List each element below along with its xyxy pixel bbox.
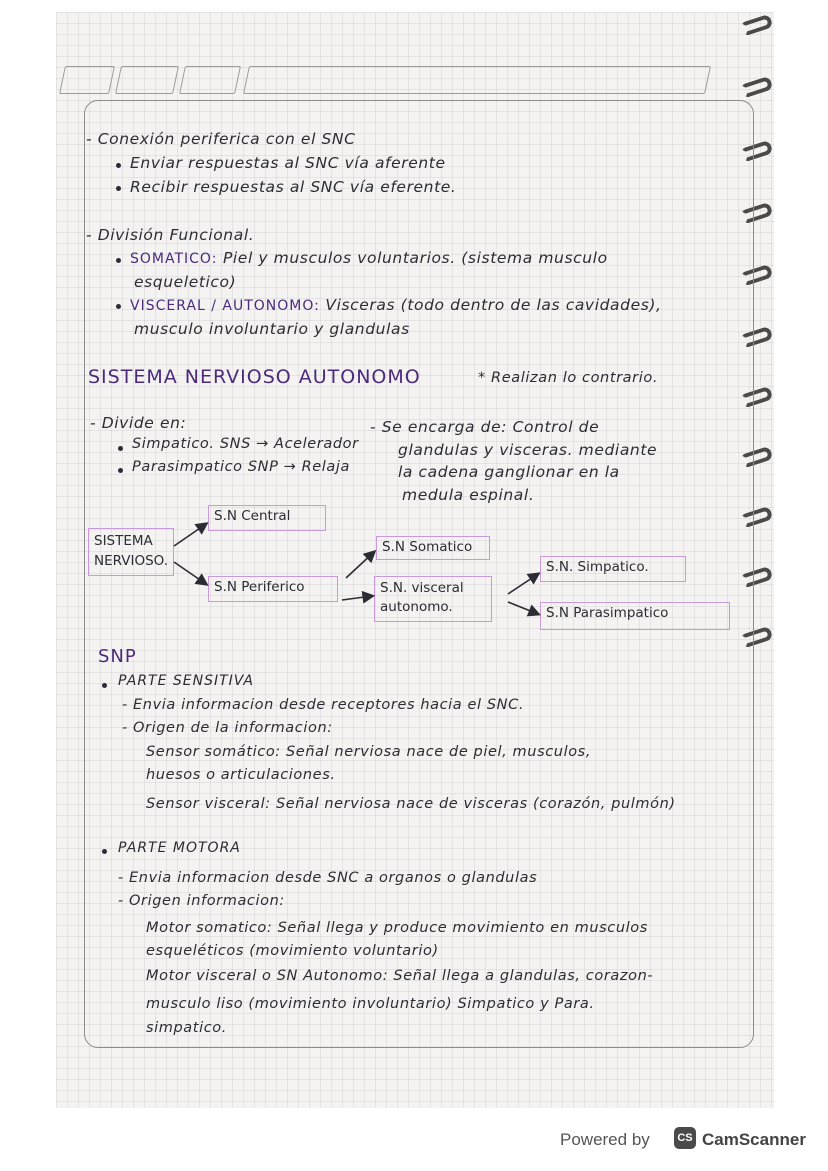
divide-title: - Divide en: — [90, 414, 187, 432]
diagram-simpatico: S.N. Simpatico. — [540, 556, 686, 582]
snp-mot-5: Motor visceral o SN Autonomo: Señal llega a glandulas, corazon- — [146, 968, 654, 984]
snp-title: SNP — [98, 646, 137, 667]
visceral-text-2: musculo involuntario y glandulas — [134, 320, 410, 338]
snp-sens-3: Sensor somático: Señal nerviosa nace de piel, musculos, — [146, 744, 592, 760]
snp-mot-3: Motor somatico: Señal llega y produce movimiento en musculos — [146, 920, 648, 936]
snp-sens-5: Sensor visceral: Señal nerviosa nace de visceras (corazón, pulmón) — [146, 796, 676, 812]
visceral-text: Visceras (todo dentro de las cavidades), — [325, 296, 662, 314]
arrow-to-periferico — [174, 562, 206, 584]
diagram-root: SISTEMA NERVIOSO. — [88, 528, 174, 576]
snp-mot-4: esqueléticos (movimiento voluntario) — [146, 943, 439, 959]
divide-right-2: glandulas y visceras. mediante — [398, 441, 658, 459]
section1-bullet2: Recibir respuestas al SNC vía eferente. — [130, 178, 457, 196]
somatico-head: SOMATICO: — [130, 251, 218, 267]
arrow-to-central — [174, 524, 206, 546]
snp-sensitiva-head: PARTE SENSITIVA — [118, 673, 255, 689]
section1-bullet1: Enviar respuestas al SNC vía aferente — [130, 154, 446, 172]
arrow-to-visceral — [342, 596, 372, 600]
snp-sens-4: huesos o articulaciones. — [146, 767, 336, 783]
snp-mot-7: simpatico. — [146, 1020, 227, 1036]
visceral-head: VISCERAL / AUTONOMO: — [130, 298, 320, 314]
arrow-to-parasimpatico — [508, 602, 538, 614]
somatico-text-2: esqueletico) — [134, 273, 237, 291]
snp-sens-1: - Envia informacion desde receptores hacia el SNC. — [122, 697, 525, 713]
camscanner-logo-icon: CS — [674, 1127, 696, 1149]
bullet-icon — [102, 849, 107, 854]
divide-right-3: la cadena ganglionar en la — [398, 463, 620, 481]
snp-mot-6: musculo liso (movimiento involuntario) Simpatico y Para. — [146, 996, 595, 1012]
divide-parasimpatico: Parasimpatico SNP → Relaja — [132, 459, 351, 475]
powered-by-text: Powered by — [560, 1130, 650, 1149]
section1-title: - Conexión periferica con el SNC — [86, 130, 356, 148]
camscanner-brand: CamScanner — [702, 1130, 806, 1149]
diagram-periferico: S.N Periferico — [208, 576, 338, 602]
snp-mot-2: - Origen informacion: — [118, 893, 285, 909]
bullet-icon — [102, 683, 107, 688]
sna-heading: SISTEMA NERVIOSO AUTONOMO — [88, 366, 421, 388]
diagram-parasimpatico: S.N Parasimpatico — [540, 602, 730, 630]
somatico-text: Piel y musculos voluntarios. (sistema musculo — [222, 249, 608, 267]
divide-simpatico: Simpatico. SNS → Acelerador — [132, 436, 359, 452]
snp-sens-2: - Origen de la informacion: — [122, 720, 333, 736]
snp-motora-head: PARTE MOTORA — [118, 840, 241, 856]
snp-mot-1: - Envia informacion desde SNC a organos o glandulas — [118, 870, 538, 886]
section2-title: - División Funcional. — [86, 226, 255, 244]
diagram-central: S.N Central — [208, 505, 326, 531]
arrow-to-somatico — [346, 552, 374, 578]
arrow-to-simpatico — [508, 574, 538, 594]
diagram-visceral: S.N. visceral autonomo. — [374, 576, 492, 622]
sna-note: * Realizan lo contrario. — [478, 370, 659, 386]
divide-right-1: - Se encarga de: Control de — [370, 418, 600, 436]
diagram-somatico: S.N Somatico — [376, 536, 490, 560]
divide-right-4: medula espinal. — [402, 486, 535, 504]
